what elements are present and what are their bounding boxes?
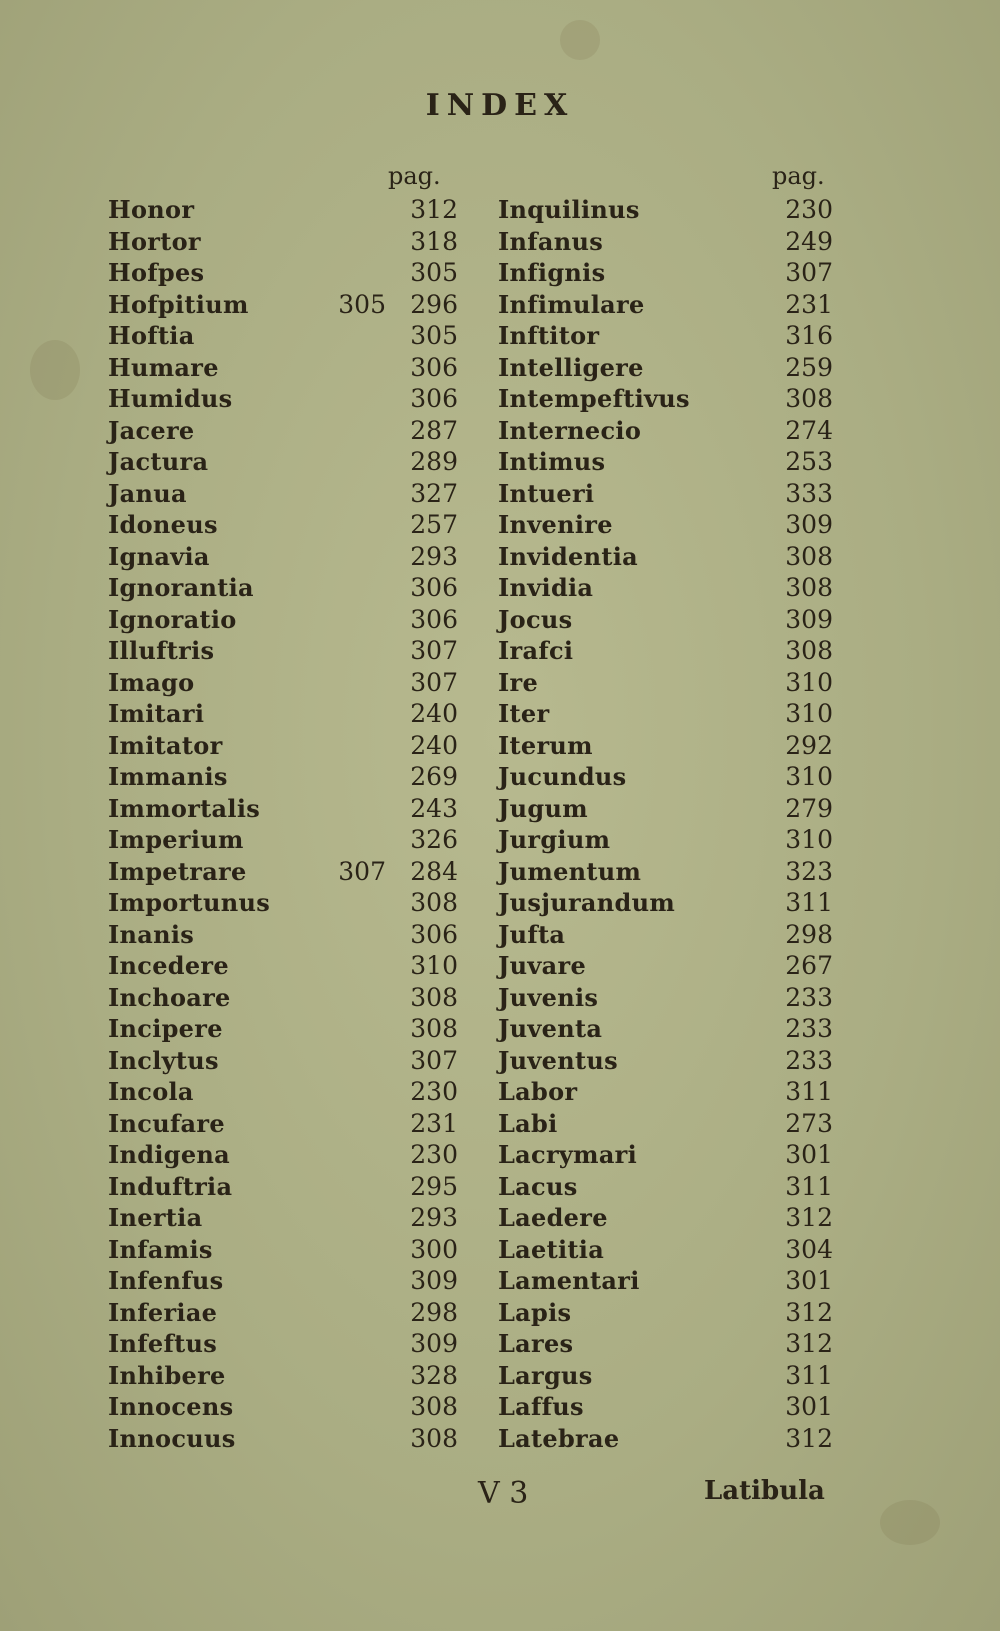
index-page-number: 309 xyxy=(785,510,833,539)
index-page-number: 274 xyxy=(785,415,833,445)
index-entry xyxy=(108,950,458,982)
index-page-number: 230 xyxy=(410,1140,458,1169)
index-entry xyxy=(108,1234,458,1266)
index-page-number: 231 xyxy=(410,1108,458,1138)
index-entry xyxy=(498,226,833,258)
index-term: Intueri xyxy=(498,478,595,508)
index-page-number: 305 xyxy=(410,321,458,350)
index-term: Laedere xyxy=(498,1203,608,1232)
index-term: Juvenis xyxy=(498,982,599,1012)
index-term: Inhibere xyxy=(108,1360,226,1390)
index-entry xyxy=(108,1391,458,1423)
index-page-number: 298 xyxy=(785,919,833,949)
index-term: Honor xyxy=(108,195,195,224)
index-term: Illuftris xyxy=(108,636,215,665)
index-page-number: 308 xyxy=(785,636,833,665)
index-entry xyxy=(108,1265,458,1297)
index-entry xyxy=(108,698,458,730)
index-term: Inchoare xyxy=(108,982,231,1012)
index-term: Lacus xyxy=(498,1171,578,1201)
index-term: Infanus xyxy=(498,226,604,256)
index-entry xyxy=(498,667,833,699)
index-term: Infignis xyxy=(498,258,606,287)
index-term: Imitari xyxy=(108,699,205,728)
index-page-number: 243 xyxy=(410,793,458,823)
signature-mark: V 3 xyxy=(478,1476,529,1511)
index-entry xyxy=(108,541,458,573)
index-page-number: 293 xyxy=(410,541,458,571)
index-term: Immortalis xyxy=(108,793,261,823)
index-term: Lacrymari xyxy=(498,1140,638,1169)
index-term: Labi xyxy=(498,1108,558,1138)
index-entry xyxy=(108,352,458,384)
index-page-number: 233 xyxy=(785,1045,833,1075)
index-page-number: 308 xyxy=(785,384,833,413)
index-title: INDEX xyxy=(425,88,575,123)
index-term: Jumentum xyxy=(498,856,642,886)
index-extra-page: 305 xyxy=(338,289,386,319)
index-page-number: 323 xyxy=(785,856,833,886)
index-page-number: 309 xyxy=(410,1266,458,1295)
index-term: Immanis xyxy=(108,762,228,791)
index-term: Jacere xyxy=(108,415,195,445)
index-term: Infenfus xyxy=(108,1266,224,1295)
index-page-number: 311 xyxy=(785,1077,833,1106)
index-term: Inanis xyxy=(108,919,195,949)
index-term: Internecio xyxy=(498,415,642,445)
index-entry xyxy=(108,1328,458,1360)
index-entry xyxy=(498,856,833,888)
paper-stain xyxy=(30,340,80,400)
index-page-number: 318 xyxy=(410,226,458,256)
index-entry xyxy=(498,635,833,667)
index-entry xyxy=(498,1171,833,1203)
index-entry xyxy=(498,730,833,762)
index-page-number: 308 xyxy=(785,541,833,571)
index-term: Ignoratio xyxy=(108,604,237,634)
index-entry xyxy=(108,1360,458,1392)
index-page-number: 308 xyxy=(410,1014,458,1043)
index-term: Infeftus xyxy=(108,1329,218,1358)
index-term: Lamentari xyxy=(498,1266,640,1295)
index-entry xyxy=(108,1013,458,1045)
index-term: Indigena xyxy=(108,1140,231,1169)
paper-stain xyxy=(880,1500,940,1545)
index-page-number: 307 xyxy=(410,636,458,665)
index-page-number: 308 xyxy=(410,1423,458,1453)
index-term: Iterum xyxy=(498,730,593,760)
index-page-number: 328 xyxy=(410,1360,458,1390)
index-entry xyxy=(498,824,833,856)
index-term: Latebrae xyxy=(498,1423,620,1453)
index-entry xyxy=(498,509,833,541)
index-term: Ignorantia xyxy=(108,573,254,602)
index-term: Incedere xyxy=(108,951,229,980)
index-entry xyxy=(498,1045,833,1077)
index-term: Laetitia xyxy=(498,1234,605,1264)
index-term: Lares xyxy=(498,1329,574,1358)
left-index-column xyxy=(108,194,458,1454)
index-page-number: 269 xyxy=(410,762,458,791)
index-page-number: 240 xyxy=(410,730,458,760)
index-page-number: 301 xyxy=(785,1392,833,1421)
index-entry xyxy=(498,1360,833,1392)
index-entry xyxy=(108,415,458,447)
index-page-number: 292 xyxy=(785,730,833,760)
index-entry xyxy=(498,194,833,226)
index-entry xyxy=(498,604,833,636)
index-entry xyxy=(108,887,458,919)
index-entry xyxy=(498,383,833,415)
index-entry xyxy=(498,982,833,1014)
index-page-number: 307 xyxy=(410,1045,458,1075)
index-page-number: 312 xyxy=(785,1297,833,1327)
index-page-number: 306 xyxy=(410,573,458,602)
paper-stain xyxy=(560,20,600,60)
index-page-number: 316 xyxy=(785,321,833,350)
index-page-number: 308 xyxy=(785,573,833,602)
index-term: Ire xyxy=(498,667,539,697)
index-extra-page: 307 xyxy=(338,856,386,886)
index-entry xyxy=(108,604,458,636)
index-page-number: 308 xyxy=(410,1392,458,1421)
index-entry xyxy=(498,887,833,919)
index-term: Invidia xyxy=(498,573,594,602)
index-page-number: 305 xyxy=(410,258,458,287)
index-term: Intempeftivus xyxy=(498,384,690,413)
index-page-number: 308 xyxy=(410,888,458,917)
index-term: Invidentia xyxy=(498,541,638,571)
index-entry xyxy=(108,824,458,856)
index-page-number: 293 xyxy=(410,1203,458,1232)
index-entry xyxy=(108,446,458,478)
index-term: Inquilinus xyxy=(498,195,640,224)
index-term: Inclytus xyxy=(108,1045,219,1075)
index-page-number: 307 xyxy=(785,258,833,287)
index-term: Juventa xyxy=(498,1014,603,1043)
index-entry xyxy=(498,1297,833,1329)
index-entry xyxy=(498,289,833,321)
index-term: Laffus xyxy=(498,1392,584,1421)
index-entry xyxy=(108,1171,458,1203)
index-term: Jusjurandum xyxy=(498,888,676,917)
index-page-number: 279 xyxy=(785,793,833,823)
index-page-number: 257 xyxy=(410,510,458,539)
index-term: Imperium xyxy=(108,825,244,854)
index-entry xyxy=(498,478,833,510)
index-entry xyxy=(108,761,458,793)
index-entry xyxy=(498,257,833,289)
index-page-number: 310 xyxy=(785,667,833,697)
index-entry xyxy=(498,415,833,447)
index-entry xyxy=(498,919,833,951)
index-entry xyxy=(108,509,458,541)
index-page-number: 308 xyxy=(410,982,458,1012)
index-term: Inferiae xyxy=(108,1297,218,1327)
index-entry xyxy=(498,320,833,352)
index-page-number: 333 xyxy=(785,478,833,508)
index-page-number: 284 xyxy=(410,856,458,886)
index-page-number: 231 xyxy=(785,289,833,319)
index-entry xyxy=(108,982,458,1014)
index-entry xyxy=(498,793,833,825)
index-entry xyxy=(498,541,833,573)
index-term: Ignavia xyxy=(108,541,210,571)
index-term: Incufare xyxy=(108,1108,225,1138)
index-page-number: 311 xyxy=(785,1360,833,1390)
index-entry xyxy=(108,226,458,258)
index-term: Hoftia xyxy=(108,321,195,350)
index-page-number: 253 xyxy=(785,447,833,476)
index-page-number: 307 xyxy=(410,667,458,697)
index-page-number: 311 xyxy=(785,1171,833,1201)
index-entry xyxy=(108,793,458,825)
index-entry xyxy=(498,698,833,730)
index-page-number: 309 xyxy=(785,604,833,634)
index-term: Idoneus xyxy=(108,510,218,539)
index-entry xyxy=(498,950,833,982)
index-page-number: 309 xyxy=(410,1329,458,1358)
pag-header-right: pag. xyxy=(772,162,825,190)
index-entry xyxy=(108,1297,458,1329)
index-page-number: 312 xyxy=(785,1329,833,1358)
index-page-number: 312 xyxy=(785,1203,833,1232)
index-page-number: 310 xyxy=(785,825,833,854)
index-page-number: 298 xyxy=(410,1297,458,1327)
index-page-number: 327 xyxy=(410,478,458,508)
index-term: Janua xyxy=(108,478,187,508)
index-page-number: 295 xyxy=(410,1171,458,1201)
index-entry xyxy=(108,1202,458,1234)
index-term: Hortor xyxy=(108,226,201,256)
index-term: Largus xyxy=(498,1360,593,1390)
index-term: Innocens xyxy=(108,1392,234,1421)
index-term: Invenire xyxy=(498,510,613,539)
index-term: Infimulare xyxy=(498,289,645,319)
right-index-column xyxy=(498,194,833,1454)
index-term: Jurgium xyxy=(498,825,611,854)
index-term: Hofpes xyxy=(108,258,205,287)
index-entry xyxy=(498,446,833,478)
index-page-number: 306 xyxy=(410,919,458,949)
index-term: Intimus xyxy=(498,447,606,476)
index-page-number: 289 xyxy=(410,447,458,476)
index-page-number: 311 xyxy=(785,888,833,917)
index-entry xyxy=(108,1423,458,1455)
index-page-number: 249 xyxy=(785,226,833,256)
index-page-number: 312 xyxy=(785,1423,833,1453)
index-entry xyxy=(108,257,458,289)
index-term: Humidus xyxy=(108,384,233,413)
index-term: Innocuus xyxy=(108,1423,236,1453)
index-entry xyxy=(498,1013,833,1045)
index-entry xyxy=(108,289,458,321)
index-term: Impetrare xyxy=(108,856,247,886)
index-entry xyxy=(108,1108,458,1140)
index-entry xyxy=(498,1202,833,1234)
index-entry xyxy=(108,635,458,667)
index-page-number: 310 xyxy=(785,762,833,791)
index-term: Lapis xyxy=(498,1297,572,1327)
index-page-number: 273 xyxy=(785,1108,833,1138)
index-term: Hofpitium xyxy=(108,289,249,319)
index-entry xyxy=(108,919,458,951)
index-page-number: 267 xyxy=(785,951,833,980)
index-entry xyxy=(498,1391,833,1423)
index-page-number: 301 xyxy=(785,1266,833,1295)
pag-header-left: pag. xyxy=(388,162,441,190)
index-term: Jugum xyxy=(498,793,588,823)
index-entry xyxy=(498,1076,833,1108)
index-term: Importunus xyxy=(108,888,270,917)
index-term: Labor xyxy=(498,1077,578,1106)
index-entry xyxy=(498,1108,833,1140)
index-page-number: 259 xyxy=(785,352,833,382)
index-term: Intelligere xyxy=(498,352,644,382)
index-entry xyxy=(498,1423,833,1455)
index-page-number: 296 xyxy=(410,289,458,319)
index-entry xyxy=(108,1076,458,1108)
index-term: Juventus xyxy=(498,1045,618,1075)
index-term: Inertia xyxy=(108,1203,203,1232)
index-page-number: 306 xyxy=(410,604,458,634)
index-entry xyxy=(108,1139,458,1171)
index-term: Infamis xyxy=(108,1234,213,1264)
index-entry xyxy=(108,730,458,762)
index-page-number: 300 xyxy=(410,1234,458,1264)
index-page-number: 304 xyxy=(785,1234,833,1264)
index-term: Inftitor xyxy=(498,321,600,350)
index-term: Imago xyxy=(108,667,195,697)
index-term: Incipere xyxy=(108,1014,223,1043)
index-term: Humare xyxy=(108,352,219,382)
index-term: Incola xyxy=(108,1077,194,1106)
index-page-number: 287 xyxy=(410,415,458,445)
index-entry xyxy=(108,320,458,352)
index-page-number: 233 xyxy=(785,982,833,1012)
index-term: Irafci xyxy=(498,636,574,665)
index-page-number: 301 xyxy=(785,1140,833,1169)
index-term: Jocus xyxy=(498,604,573,634)
index-term: Iter xyxy=(498,699,550,728)
index-page-number: 306 xyxy=(410,384,458,413)
index-term: Jactura xyxy=(108,447,209,476)
index-entry xyxy=(498,761,833,793)
index-term: Imitator xyxy=(108,730,223,760)
index-page-number: 230 xyxy=(785,195,833,224)
index-page-number: 240 xyxy=(410,699,458,728)
index-page-number: 230 xyxy=(410,1077,458,1106)
index-term: Induftria xyxy=(108,1171,233,1201)
index-page-number: 306 xyxy=(410,352,458,382)
index-entry xyxy=(108,478,458,510)
index-entry xyxy=(498,1234,833,1266)
index-entry xyxy=(108,856,458,888)
index-term: Jufta xyxy=(498,919,566,949)
index-entry xyxy=(108,194,458,226)
index-entry xyxy=(498,1265,833,1297)
index-page-number: 310 xyxy=(785,699,833,728)
index-term: Juvare xyxy=(498,951,587,980)
index-entry xyxy=(108,1045,458,1077)
index-entry xyxy=(108,383,458,415)
index-entry xyxy=(108,572,458,604)
index-entry xyxy=(498,572,833,604)
index-page-number: 326 xyxy=(410,825,458,854)
index-term: Jucundus xyxy=(498,762,627,791)
index-entry xyxy=(498,352,833,384)
index-entry xyxy=(498,1328,833,1360)
index-page-number: 233 xyxy=(785,1014,833,1043)
index-entry xyxy=(108,667,458,699)
index-page-number: 312 xyxy=(410,195,458,224)
catchword: Latibula xyxy=(704,1476,825,1506)
index-page-number: 310 xyxy=(410,951,458,980)
index-entry xyxy=(498,1139,833,1171)
